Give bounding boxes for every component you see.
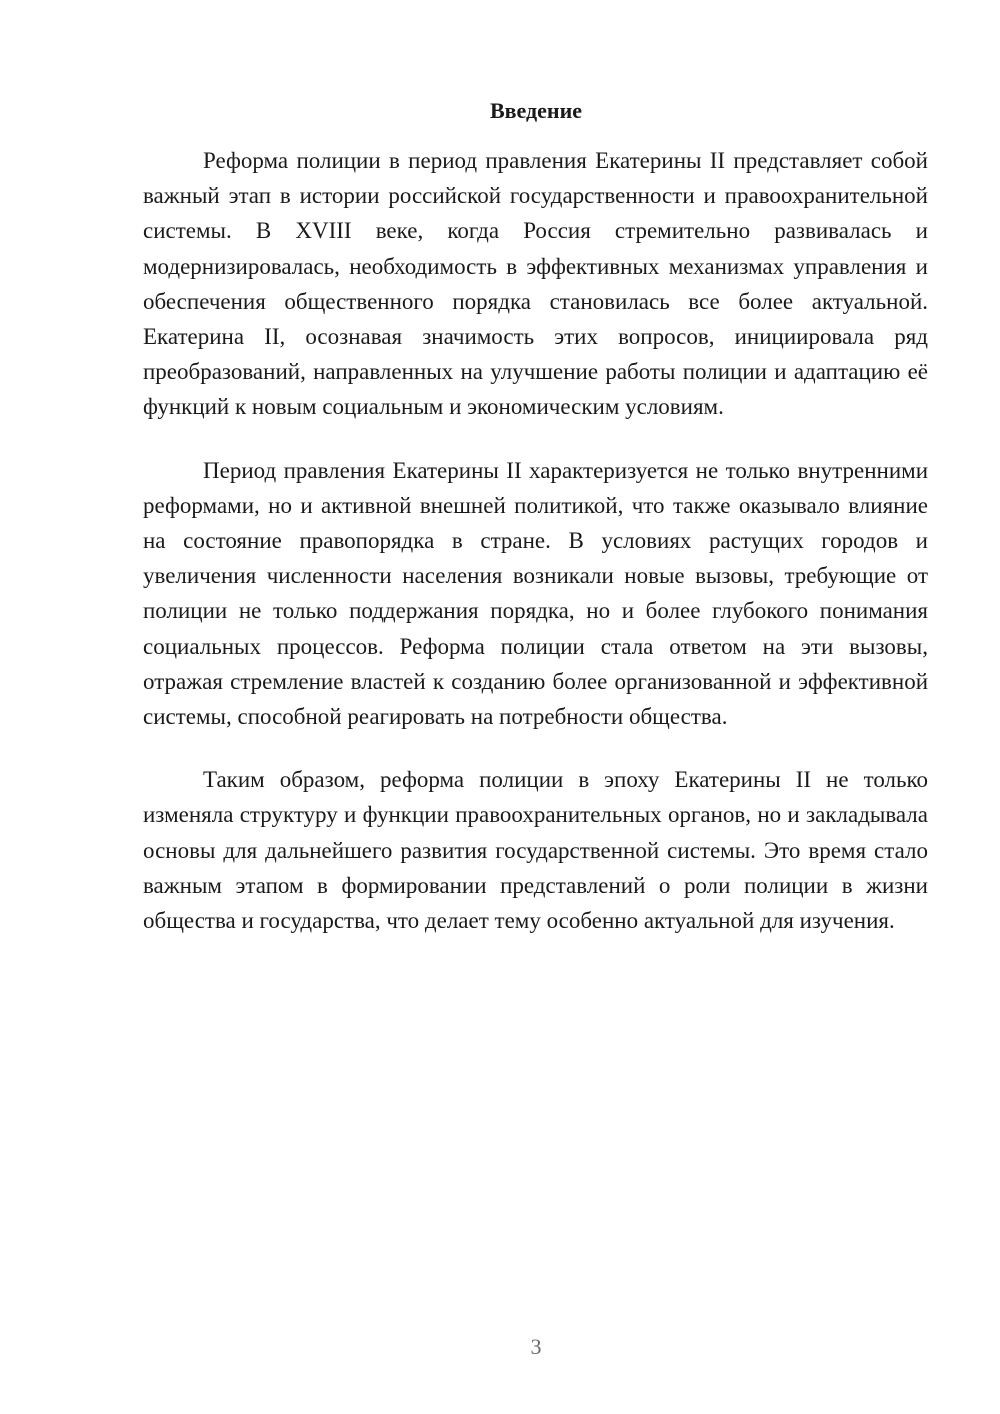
body-text — [143, 143, 928, 966]
paragraph-2: Период правления Екатерины II характеризуется не только внутренними реформами, но и активной внешней политикой, что также оказывало влияние на состояние правопорядка в стране. В условиях растущих городов и увеличения численности населения возникали новые вызовы, требующие от полиции не только поддержания порядка, но и более глубокого понимания социальных процессов. Реформа полиции стала ответом на эти вызовы, отражая стремление властей к созданию более организованной и эффективной системы, способной реагировать на потребности общества. — [143, 457, 928, 730]
paragraph-1: Реформа полиции в период правления Екатерины II представляет собой важный этап в истории российской государственности и правоохранительной системы. В XVIII веке, когда Россия стремительно развивалась и модернизировалась, необходимость в эффективных механизмах управления и обеспечения общественного порядка становилась все более актуальной. Екатерина II, осознавая значимость этих вопросов, инициировала ряд преобразований, направленных на улучшение работы полиции и адаптацию её функций к новым социальным и экономическим условиям. — [143, 148, 928, 420]
paragraph-3: Таким образом, реформа полиции в эпоху Екатерины II не только изменяла структуру и функции правоохранительных органов, но и закладывала основы для дальнейшего развития государственной системы. Это время стало важным этапом в формировании представлений о роли полиции в жизни общества и государства, что делает тему особенно актуальной для изучения. — [143, 767, 928, 934]
section-heading: Введение — [489, 98, 583, 123]
page-number: 3 — [530, 1334, 542, 1359]
